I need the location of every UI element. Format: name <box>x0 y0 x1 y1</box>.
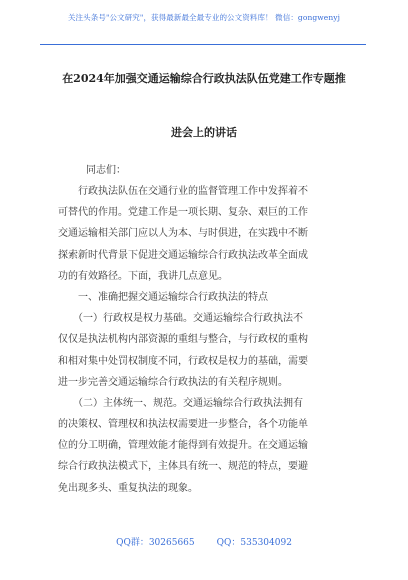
body-line: 仅仅是执法机构内部资源的重组与整合，与行政权的重构 <box>58 334 308 346</box>
footer-contact <box>0 535 408 548</box>
header-divider <box>40 44 366 45</box>
body-line: 位的分工明确，管理效能才能得到有效提升。在交通运输 <box>58 440 308 452</box>
body-line: 的决策权、管理权和执法权需要进一步整合，各个功能单 <box>58 419 308 431</box>
body-line: 一、准确把握交通运输综合行政执法的特点 <box>58 291 268 303</box>
body-line: 免出现多头、重复执法的现象。 <box>58 482 198 494</box>
body-line: 可替代的作用。党建工作是一项长期、复杂、艰巨的工作 <box>58 207 308 219</box>
body-line: 交通运输相关部门应以人为本、与时俱进，在实践中不断 <box>58 228 308 240</box>
header-promo-note: 关注头条号"公文研究"，获得最新最全最专业的公文资料库！ 微信：gongwenyj <box>67 13 341 22</box>
body-line: 行政执法队伍在交通行业的监督管理工作中发挥着不 <box>58 186 308 197</box>
document-title-line-2: 进会上的讲话 <box>171 126 237 139</box>
body-line: 探索新时代背景下促进交通运输综合行政执法改革全面成 <box>58 249 308 261</box>
greeting: 同志们： <box>86 165 126 176</box>
footer-qq: QQ：535304092 <box>216 538 292 548</box>
body-line: 和相对集中处罚权制度不同，行政权是权力的基础，需要 <box>58 355 308 367</box>
body-line: （二）主体统一、规范。交通运输综合行政执法拥有 <box>58 397 303 409</box>
body-line: （一）行政权是权力基础。交通运输综合行政执法不 <box>58 313 303 325</box>
document-title-line-1: 在2024年加强交通运输综合行政执法队伍党建工作专题推 <box>62 72 346 85</box>
footer-qq-group: QQ群：30265665 <box>116 538 195 548</box>
document-body <box>58 181 354 499</box>
body-line: 综合行政执法模式下，主体具有统一、规范的特点，要避 <box>58 461 308 473</box>
body-line: 进一步完善交通运输综合行政执法的有关程序规则。 <box>58 376 288 388</box>
body-line: 功的有效路径。下面，我讲几点意见。 <box>58 270 228 282</box>
